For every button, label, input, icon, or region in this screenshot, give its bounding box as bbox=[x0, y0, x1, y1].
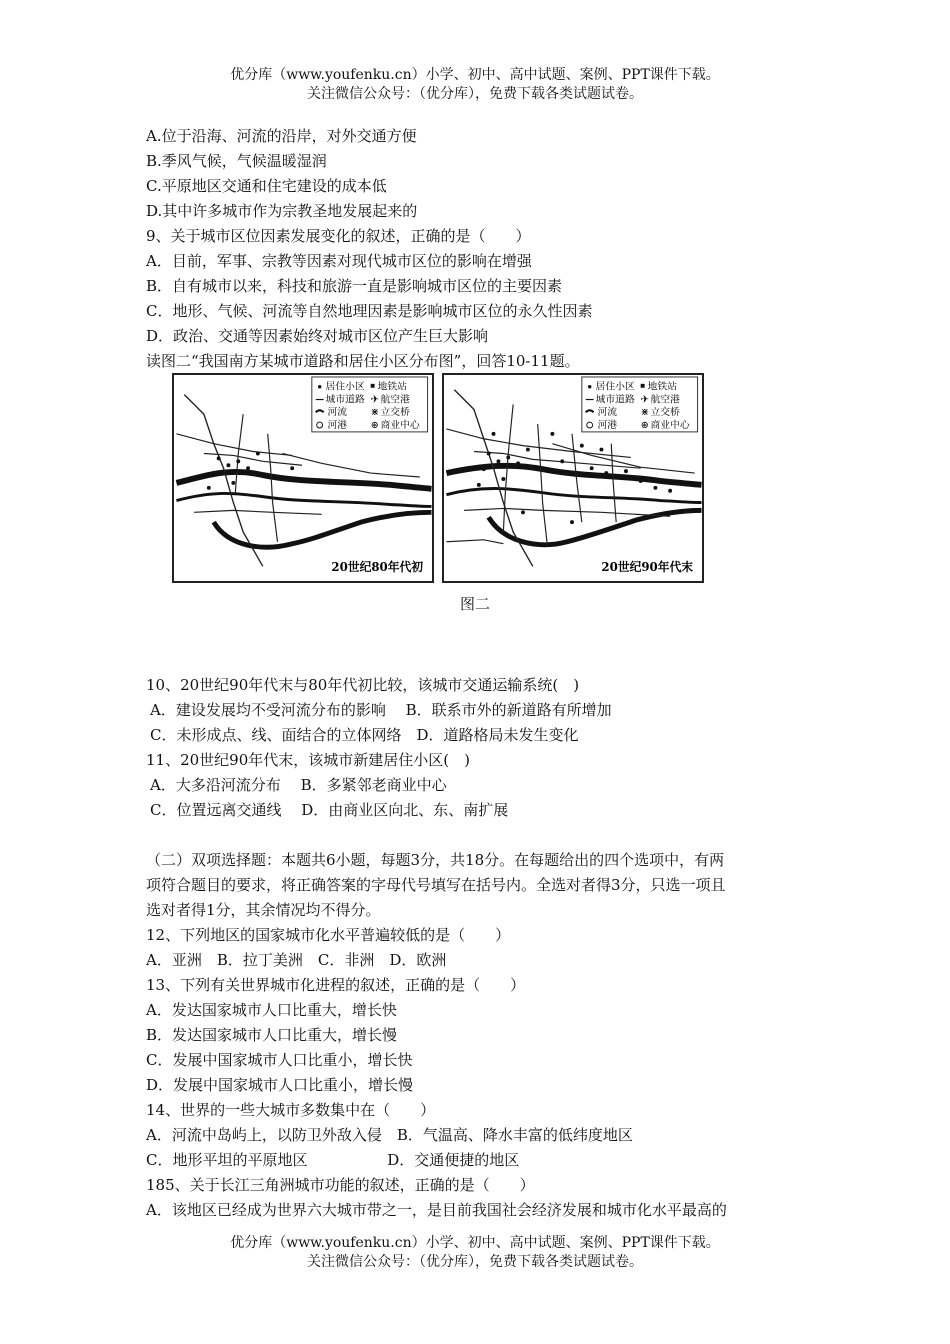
header-line-2: 关注微信公众号：（优分库），免费下载各类试题试卷。 bbox=[307, 86, 643, 102]
legend-commerce: 商业中心 bbox=[380, 419, 420, 431]
q10-stem: 10、20世纪90年代末与80年代初比较，该城市交通运输系统( ) bbox=[146, 676, 580, 694]
q14-options-cd: C．地形平坦的平原地区 D．交通便捷的地区 bbox=[146, 1151, 520, 1169]
q9-option-c: C．地形、气候、河流等自然地理因素是影响城市区位的永久性因素 bbox=[146, 302, 593, 320]
legend-residential: 居住小区 bbox=[325, 381, 365, 393]
q13-option-d: D．发展中国家城市人口比重小，增长慢 bbox=[146, 1076, 414, 1094]
commerce-icon-2: ⊛ bbox=[640, 419, 649, 431]
figure-caption: 图二 bbox=[459, 595, 490, 613]
q13-stem: 13、下列有关世界城市化进程的叙述，正确的是（ ） bbox=[146, 976, 526, 994]
q13-option-b: B．发达国家城市人口比重大，增长慢 bbox=[146, 1026, 398, 1044]
plane-icon: ✈ bbox=[370, 394, 379, 406]
q15-option-a: A．该地区已经成为世界六大城市带之一，是目前我国社会经济发展和城市化水平最高的 bbox=[146, 1201, 727, 1219]
q11-options-cd: C．位置远离交通线 D．由商业区向北、东、南扩展 bbox=[150, 801, 509, 819]
q12-stem: 12、下列地区的国家城市化水平普遍较低的是（ ） bbox=[146, 926, 511, 944]
q9-option-a: A．目前，军事、宗教等因素对现代城市区位的影响在增强 bbox=[146, 252, 532, 270]
map-1990s-drawing bbox=[444, 375, 702, 581]
map-1990s bbox=[442, 373, 704, 583]
q10-options-cd: C．未形成点、线、面结合的立体网络 D．道路格局未发生变化 bbox=[150, 726, 579, 744]
legend-airport: 航空港 bbox=[380, 394, 410, 406]
commerce-icon: ⊛ bbox=[370, 419, 379, 431]
q15-stem: 185、关于长江三角洲城市功能的叙述，正确的是（ ） bbox=[146, 1176, 535, 1194]
legend-subway-2: 地铁站 bbox=[647, 381, 677, 393]
q9-option-d: D．政治、交通等因素始终对城市区位产生巨大影响 bbox=[146, 327, 489, 345]
map-1980s-label: 20世纪80年代初 bbox=[331, 560, 424, 575]
legend-commerce-2: 商业中心 bbox=[650, 419, 690, 431]
q11-options-ab: A．大多沿河流分布 B．多紧邻老商业中心 bbox=[150, 776, 447, 794]
q14-stem: 14、世界的一些大城市多数集中在（ ） bbox=[146, 1101, 436, 1119]
section2-line-3: 选对者得1分，其余情况均不得分。 bbox=[146, 901, 381, 919]
legend-residential-2: 居住小区 bbox=[595, 381, 635, 393]
q12-options: A．亚洲 B．拉丁美洲 C．非洲 D．欧洲 bbox=[146, 951, 447, 969]
q8-option-d: D.其中许多城市作为宗教圣地发展起来的 bbox=[146, 202, 418, 220]
plane-icon-2: ✈ bbox=[640, 394, 649, 406]
legend-interchange-2: 立交桥 bbox=[650, 407, 680, 419]
map-1980s bbox=[172, 373, 434, 583]
section2-line-2: 项符合题目的要求，将正确答案的字母代号填写在括号内。全选对者得3分，只选一项且 bbox=[146, 876, 726, 894]
legend-port-2: 河港 bbox=[597, 419, 618, 431]
q9-option-b: B．自有城市以来，科技和旅游一直是影响城市区位的主要因素 bbox=[146, 277, 563, 295]
q9-stem: 9、关于城市区位因素发展变化的叙述，正确的是（ ） bbox=[146, 227, 531, 245]
q13-option-a: A．发达国家城市人口比重大，增长快 bbox=[146, 1001, 397, 1019]
section2-line-1: （二）双项选择题：本题共6小题，每题3分，共18分。在每题给出的四个选项中，有两 bbox=[146, 851, 725, 869]
legend-river: 河流 bbox=[327, 407, 348, 419]
interchange-icon-2: ⋇ bbox=[640, 407, 649, 419]
q8-option-b: B.季风气候，气候温暖湿润 bbox=[146, 152, 327, 170]
q11-stem: 11、20世纪90年代末，该城市新建居住小区( ) bbox=[146, 751, 470, 769]
header-line-1: 优分库（www.youfenku.cn）小学、初中、高中试题、案例、PPT课件下载。 bbox=[230, 67, 720, 83]
legend-interchange: 立交桥 bbox=[380, 407, 410, 419]
map-1990s-label: 20世纪90年代末 bbox=[601, 560, 694, 575]
legend-airport-2: 航空港 bbox=[650, 394, 680, 406]
q8-option-c: C.平原地区交通和住宅建设的成本低 bbox=[146, 177, 387, 195]
q13-option-c: C．发展中国家城市人口比重小，增长快 bbox=[146, 1051, 413, 1069]
footer-line-1: 优分库（www.youfenku.cn）小学、初中、高中试题、案例、PPT课件下载。 bbox=[230, 1235, 720, 1251]
footer-line-2: 关注微信公众号：（优分库），免费下载各类试题试卷。 bbox=[307, 1254, 643, 1270]
legend-port: 河港 bbox=[327, 419, 348, 431]
q8-option-a: A.位于沿海、河流的沿岸，对外交通方便 bbox=[146, 127, 417, 145]
q10-options-ab: A．建设发展均不受河流分布的影响 B．联系市外的新道路有所增加 bbox=[150, 701, 612, 719]
figure-intro: 读图二“我国南方某城市道路和居住小区分布图”，回答10-11题。 bbox=[146, 352, 580, 370]
figure-2 bbox=[172, 373, 704, 583]
q14-options-ab: A．河流中岛屿上，以防卫外敌入侵 B．气温高、降水丰富的低纬度地区 bbox=[146, 1126, 633, 1144]
map-1980s-drawing bbox=[174, 375, 432, 581]
interchange-icon: ⋇ bbox=[370, 407, 379, 419]
legend-subway: 地铁站 bbox=[377, 381, 407, 393]
legend-river-2: 河流 bbox=[597, 407, 618, 419]
legend-road-2: 城市道路 bbox=[595, 394, 635, 406]
legend-road: 城市道路 bbox=[325, 394, 365, 406]
